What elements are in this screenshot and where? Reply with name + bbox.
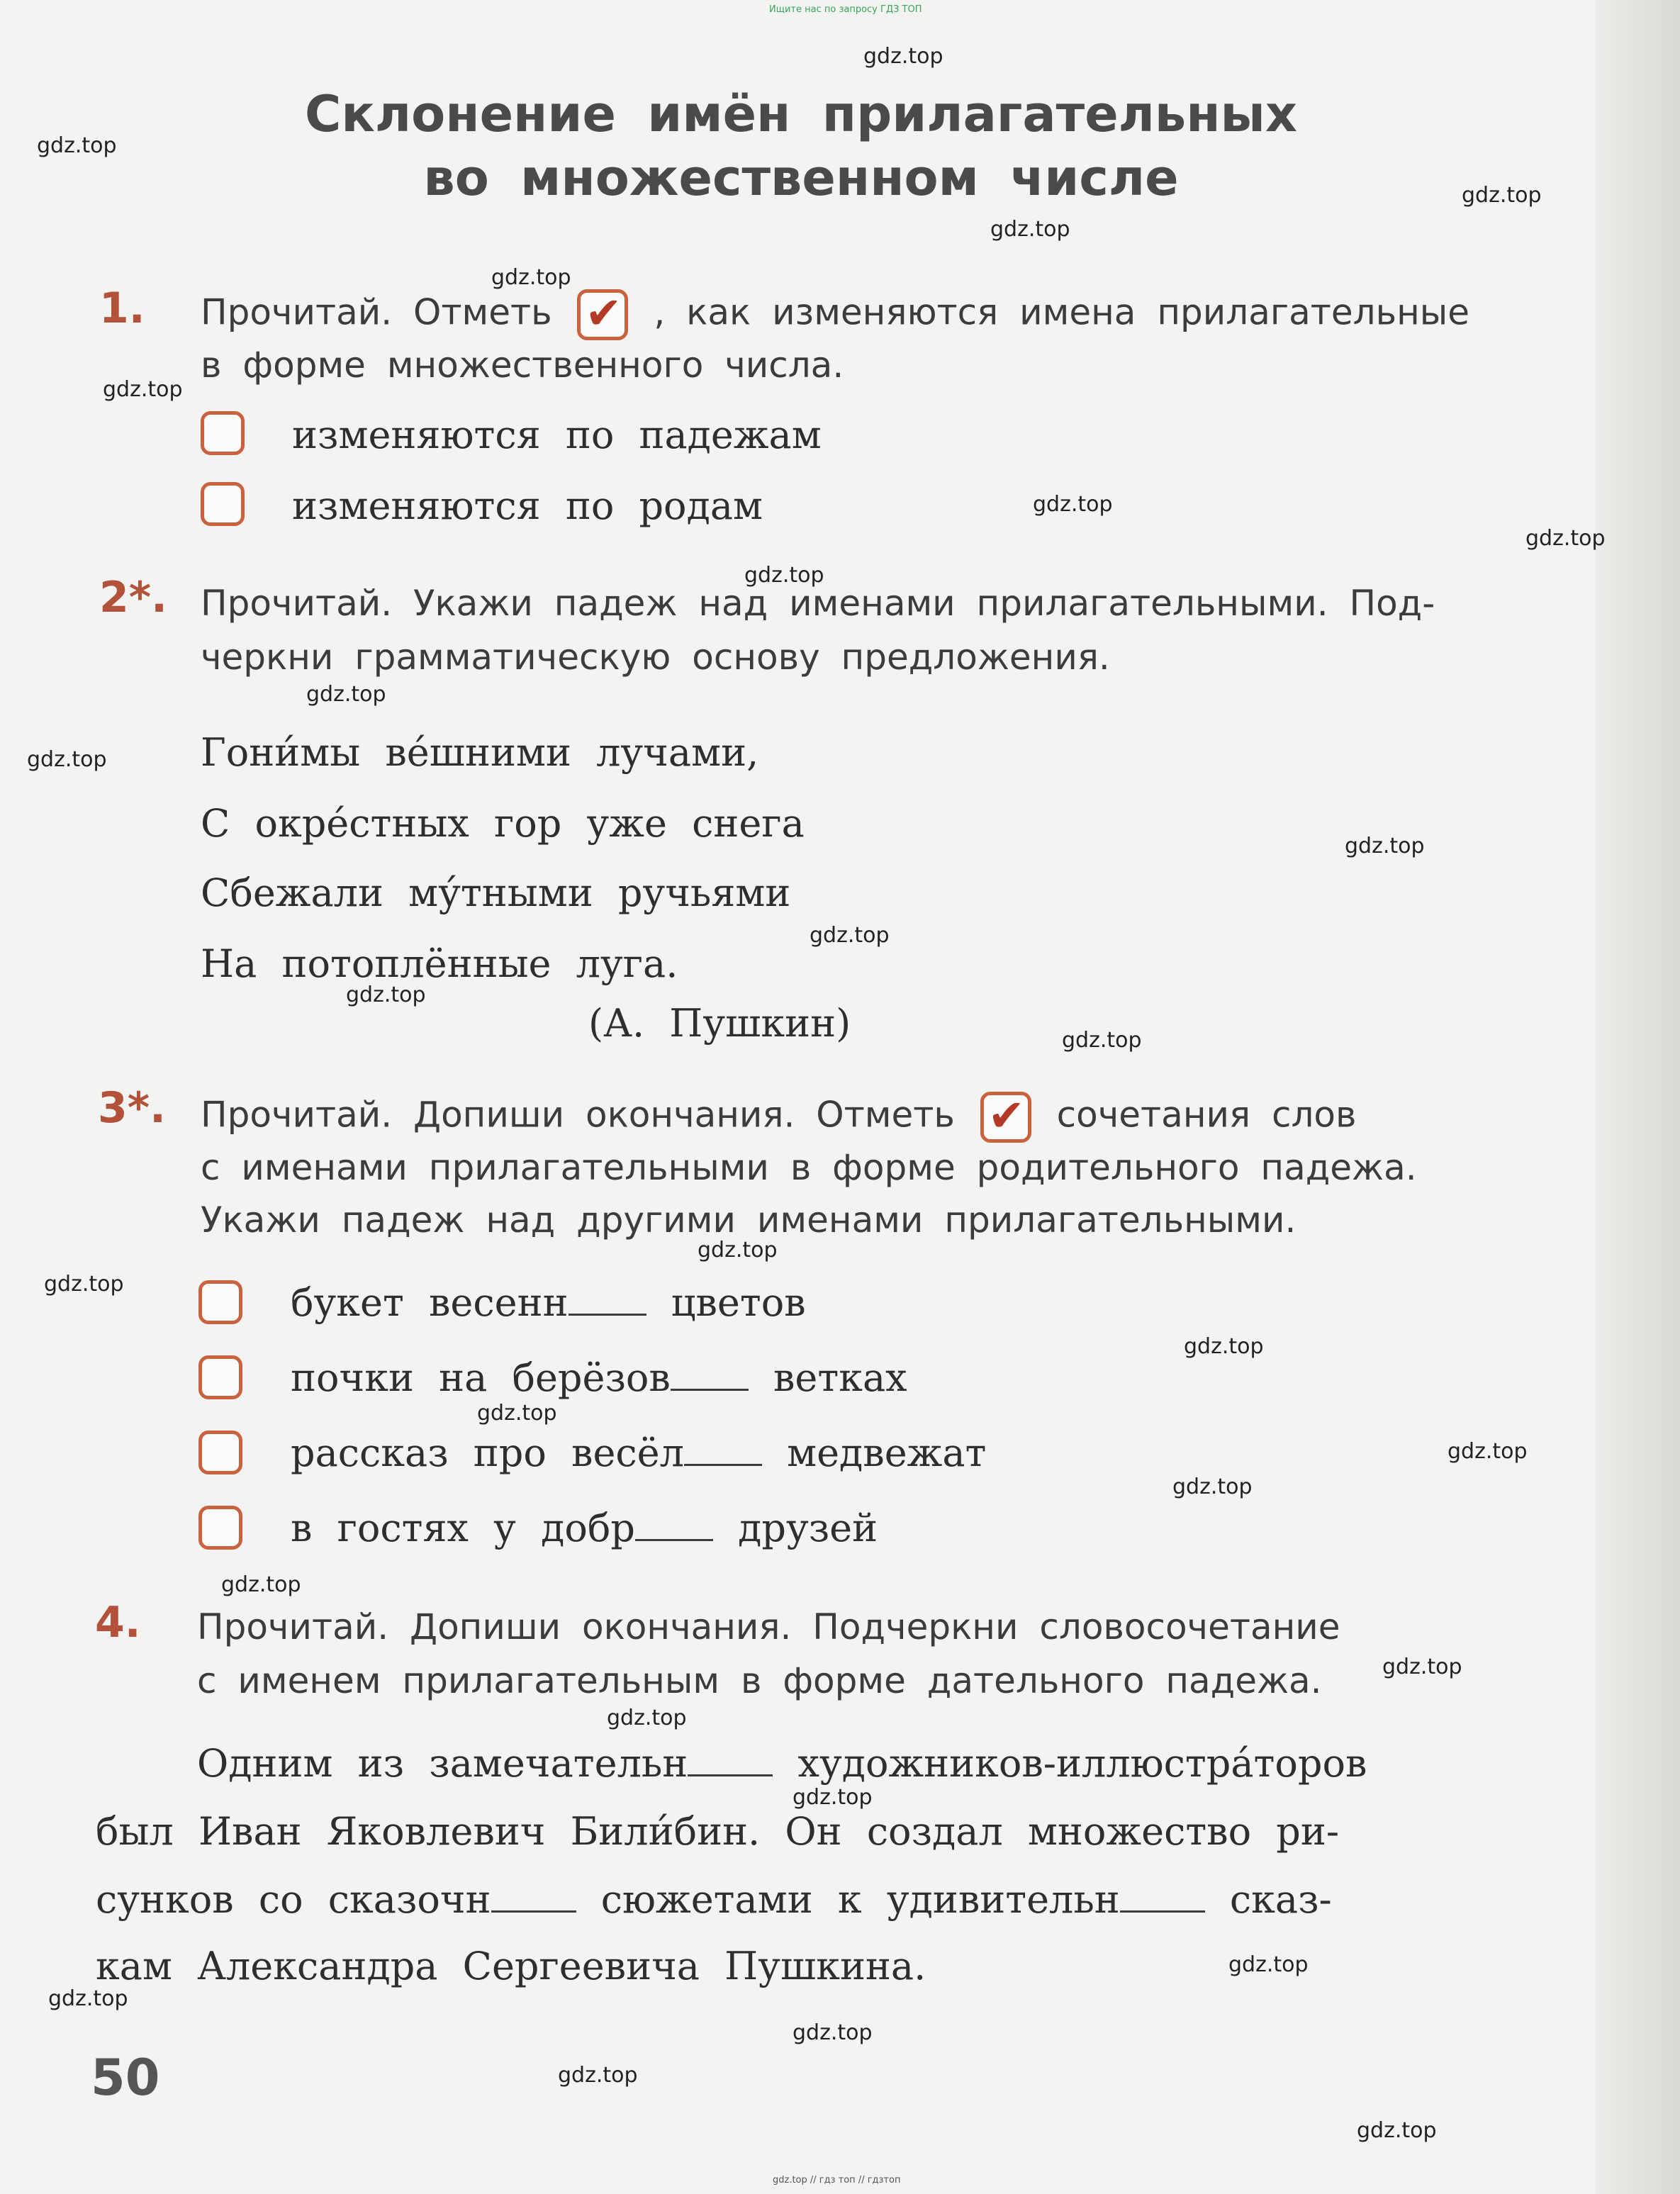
answer-blank[interactable] [688,1746,773,1776]
task3-text-after: сочетания слов [1056,1094,1357,1136]
task3-item-3: рассказ про весёл медвежат [291,1431,987,1475]
task3-number: 3*. [98,1083,166,1133]
poem-line-4: На потоплённые луга. [201,941,678,986]
page-title-line2: во множественном числе [423,149,1179,207]
task3-checkbox-3[interactable] [198,1431,242,1474]
task3-item-2: почки на берёзов ветках [291,1355,907,1400]
watermark: gdz.top [607,1706,687,1730]
task3-check-sample [980,1092,1031,1143]
answer-blank[interactable] [671,1360,749,1391]
watermark: gdz.top [27,747,107,772]
watermark: gdz.top [1172,1474,1253,1499]
task4-text-line4: кам Александра Сергеевича Пушкина. [96,1944,926,1988]
watermark: gdz.top [103,377,183,402]
page-number: 50 [91,2049,160,2107]
answer-blank[interactable] [491,1882,576,1913]
task1-text-before: Прочитай. Отметь [201,291,552,333]
task3-text-before: Прочитай. Допиши окончания. Отметь [201,1094,955,1136]
page-title-line1: Склонение имён прилагательных [304,85,1298,143]
answer-blank[interactable] [569,1285,646,1316]
watermark: gdz.top [810,923,890,948]
task1-option-2: изменяются по родам [292,483,763,528]
watermark: gdz.top [346,983,426,1007]
task3-item-4: в гостях у добр друзей [291,1506,878,1550]
task1-text-after: , как изменяются имена прилагательные [654,291,1469,333]
task4-text-line3: сунков со сказочн сюжетами к удивительн сказ- [96,1877,1332,1922]
footer-note: gdz.top // гдз топ // гдзтоп [773,2175,901,2185]
task4-text-line1: Одним из замечательн художников-иллюстра́торов [197,1741,1367,1786]
watermark: gdz.top [491,265,571,290]
task2-instruction-line2: черкни грамматическую основу предложения. [201,637,1110,678]
watermark: gdz.top [558,2063,638,2088]
check-mark-icon: ✔ [585,287,622,339]
task1-check-sample [577,289,628,340]
task3-instruction-line2: с именами прилагательными в форме родительного падежа. [201,1147,1417,1188]
answer-blank[interactable] [684,1435,762,1466]
watermark: gdz.top [793,1785,873,1810]
task4-number: 4. [95,1598,141,1647]
watermark: gdz.top [48,1986,128,2011]
poem-line-2: С окре́стных гор уже снега [201,801,805,846]
task4-instruction-line2: с именем прилагательным в форме дательного падежа. [197,1660,1322,1701]
watermark: gdz.top [1525,526,1606,551]
watermark: gdz.top [793,2020,873,2045]
watermark: gdz.top [1447,1439,1528,1464]
watermark: gdz.top [1382,1655,1462,1679]
watermark: gdz.top [1345,834,1425,858]
task3-instruction-line3: Укажи падеж над другими именами прилагательными. [201,1199,1297,1241]
watermark: gdz.top [221,1572,301,1597]
task2-instruction-line1: Прочитай. Укажи падеж над именами прилагательными. Под- [201,583,1435,624]
watermark: gdz.top [477,1401,557,1426]
page-edge-shadow [1595,0,1680,2194]
watermark: gdz.top [1357,2118,1437,2143]
header-note: Ищите нас по запросу ГДЗ ТОП [769,4,922,15]
watermark: gdz.top [863,44,943,69]
watermark: gdz.top [1062,1028,1142,1053]
task4-text-line2: был Иван Яковлевич Били́бин. Он создал множество ри- [96,1809,1340,1854]
task3-instruction-line1 [201,1092,1357,1143]
poem-line-1: Гони́мы ве́шними лучами, [201,730,759,775]
watermark: gdz.top [1228,1952,1309,1977]
watermark: gdz.top [1033,492,1113,517]
watermark: gdz.top [306,682,386,707]
watermark: gdz.top [1184,1334,1264,1359]
task1-checkbox-1[interactable] [201,411,245,455]
poem-line-3: Сбежали му́тными ручьями [201,871,791,915]
watermark: gdz.top [698,1238,778,1263]
task3-item-1: букет весенн цветов [291,1280,806,1325]
task1-checkbox-2[interactable] [201,482,245,526]
check-mark-icon: ✔ [987,1090,1025,1141]
answer-blank[interactable] [635,1511,713,1541]
watermark: gdz.top [744,563,824,588]
task1-instruction-line1 [201,289,1469,340]
task1-number: 1. [99,284,145,333]
task2-number: 2*. [99,573,167,622]
task1-instruction-line2: в форме множественного числа. [201,345,844,386]
watermark: gdz.top [37,133,117,158]
task1-option-1: изменяются по падежам [292,413,822,457]
task3-checkbox-1[interactable] [198,1280,242,1324]
task3-checkbox-4[interactable] [198,1506,242,1550]
task3-checkbox-2[interactable] [198,1355,242,1399]
task4-instruction-line1: Прочитай. Допиши окончания. Подчеркни словосочетание [197,1606,1340,1647]
watermark: gdz.top [44,1272,124,1297]
answer-blank[interactable] [1120,1882,1205,1913]
poem-author: (А. Пушкин) [588,1001,851,1046]
watermark: gdz.top [990,217,1070,242]
watermark: gdz.top [1462,183,1542,208]
